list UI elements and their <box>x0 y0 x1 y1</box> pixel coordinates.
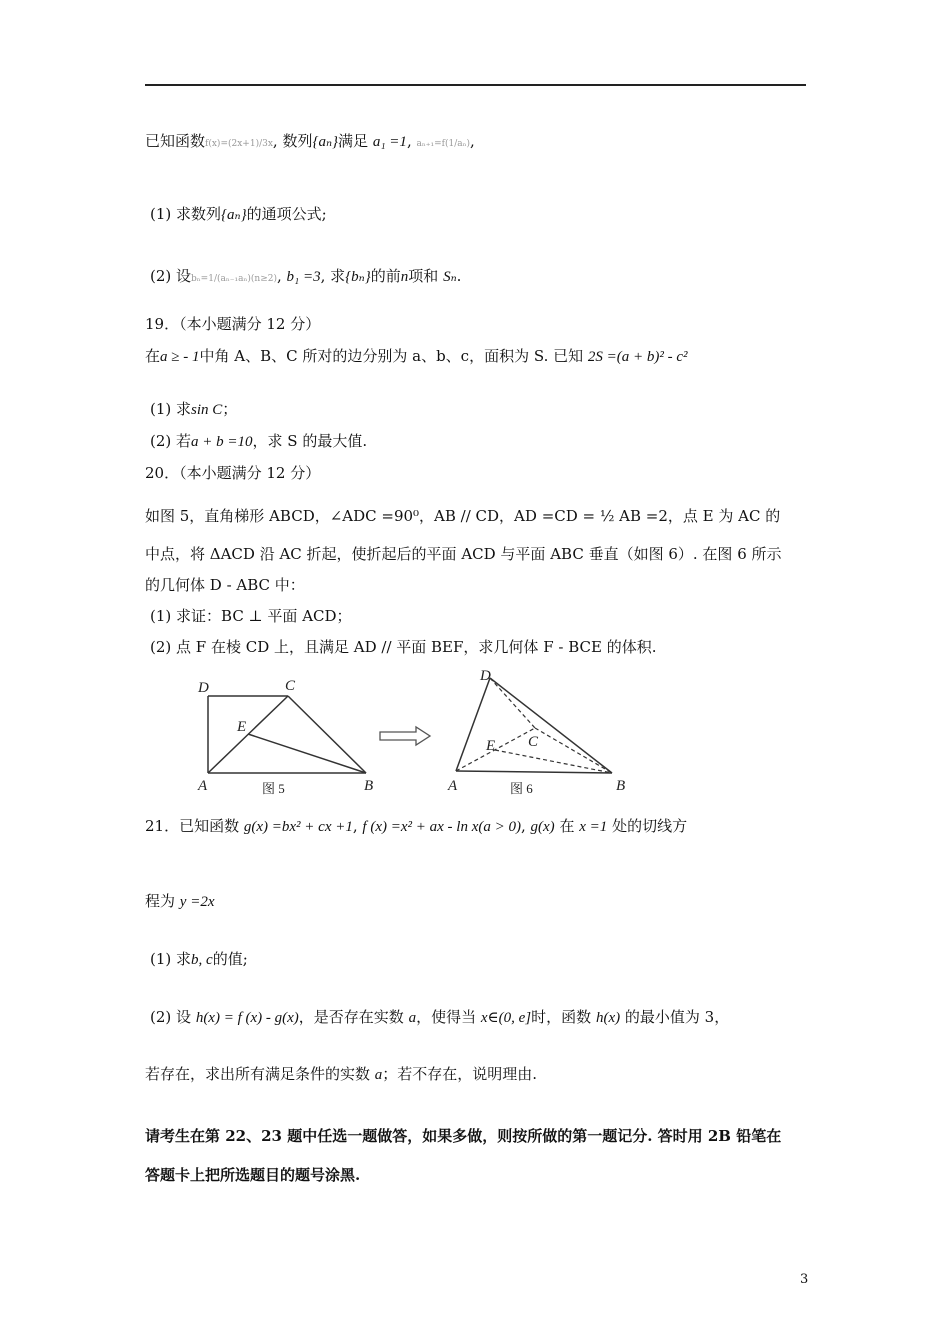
q18-p2-pre: (2) 设 <box>150 267 192 285</box>
q19-part2 <box>150 430 367 453</box>
fig6-edge-DC <box>490 678 535 728</box>
fig6-label-C: C <box>528 734 539 750</box>
fig5-label-B: B <box>364 778 374 794</box>
q21-part2 <box>150 1006 729 1029</box>
q21-line2 <box>145 890 214 913</box>
q21-l1-mid: 在 <box>559 817 575 835</box>
q21-p2-post: 的最小值为 3， <box>624 1008 730 1026</box>
q19-line1 <box>145 345 688 368</box>
q18-mid-text: , 数列 <box>272 132 313 150</box>
q21-h-def: h(x) = f (x) - g(x) <box>195 1010 299 1026</box>
q21-f-def: f (x) =x² + ax - ln x(a > 0) <box>362 819 521 835</box>
fig5-caption: 图 5 <box>262 781 285 796</box>
q19-p1-post: ； <box>222 400 238 418</box>
q21-p2-pre: (2) 设 <box>150 1008 192 1026</box>
fig5-label-C: C <box>285 678 296 694</box>
q19-p2-post: ，求 S 的最大值. <box>252 432 368 450</box>
q21-l1-post: 处的切线方 <box>612 817 688 835</box>
q18-p1-post: 的通项公式; <box>246 205 327 223</box>
q21-x-eq: x =1 <box>579 819 608 835</box>
q20-line3: 的几何体 D - ABC 中： <box>145 576 305 594</box>
q18-p2-end: . <box>456 267 462 285</box>
q18-a1: a₁ =1 <box>372 134 407 150</box>
q19-p2-pre: (2) 若 <box>150 432 192 450</box>
fig5-edge-EB <box>248 734 366 773</box>
q19-eq: 2S =(a + b)² - c² <box>587 349 688 365</box>
fig6-edge-AB <box>456 771 612 773</box>
q21-interval: x∈(0, e] <box>480 1010 532 1026</box>
fig6-edge-DB <box>490 678 612 773</box>
q21-hx: h(x) <box>595 1010 621 1026</box>
q18-recurrence: aₙ₊₁=f(1/aₙ) <box>416 139 471 149</box>
page-number: 3 <box>800 1272 809 1287</box>
q18-p1-pre: (1) 求数列 <box>150 205 222 223</box>
fig6-label-A: A <box>448 778 458 794</box>
top-rule <box>145 84 806 86</box>
q21-a-last: a <box>374 1067 383 1083</box>
figures-svg <box>190 668 650 803</box>
figure-6 <box>447 668 625 796</box>
q18-p2-mid: , 求 <box>320 267 346 285</box>
q18-seq-a: {aₙ} <box>312 134 339 150</box>
q18-b1: b₁ =3 <box>286 269 321 285</box>
fig6-edge-DA <box>456 678 490 771</box>
q20-figures <box>190 668 650 803</box>
transform-arrow-icon <box>380 727 430 745</box>
fig5-label-E: E <box>237 719 247 735</box>
q21-part1 <box>150 948 248 971</box>
q21-tangent: y =2x <box>179 894 215 910</box>
fig6-label-B: B <box>616 778 626 794</box>
q21-last-pre: 若存在，求出所有满足条件的实数 <box>145 1065 371 1083</box>
instructions-line2: 答题卡上把所选题目的题号涂黑. <box>145 1166 361 1184</box>
figure-5 <box>197 678 373 796</box>
fig5-label-D: D <box>198 680 209 696</box>
q18-p1-seq: {aₙ} <box>221 207 247 223</box>
q19-l1-mid: 中角 A、B、C 所对的边分别为 a、b、c，面积为 S. 已知 <box>199 347 584 365</box>
q18-p2-mid3: 项和 <box>408 267 439 285</box>
fig6-edge-CB <box>535 728 612 773</box>
q21-g-def: g(x) =bx² + cx +1 <box>243 819 353 835</box>
q21-a: a <box>408 1010 417 1026</box>
q19-heading: 19．（本小题满分 12 分） <box>145 315 321 333</box>
q19-sum: a + b =10 <box>191 434 253 450</box>
fig5-edge-CB <box>288 696 366 773</box>
q21-last-post: ；若不存在，说明理由. <box>382 1065 538 1083</box>
q20-line2: 中点，将 ΔACD 沿 AC 折起，使折起后的平面 ACD 与平面 ABC 垂直（如图 6）. 在图 6 所示 <box>145 545 782 563</box>
q21-l1-pre: 21．已知函数 <box>145 817 240 835</box>
q21-line-last <box>145 1063 537 1086</box>
q21-p2-mid2: ，使得当 <box>416 1008 477 1026</box>
q20-heading: 20．（本小题满分 12 分） <box>145 464 321 482</box>
q18-satisfy-text: 满足 <box>338 132 369 150</box>
q18-intro-text: 已知函数 <box>145 132 206 150</box>
q18-bn-formula: bₙ=1/(aₙ₋₁aₙ)(n≥2) <box>191 274 277 284</box>
fig5-label-A: A <box>198 778 208 794</box>
q21-g-at: g(x) <box>530 819 555 835</box>
q20-part2: (2) 点 F 在棱 CD 上，且满足 AD // 平面 BEF，求几何体 F - BCE 的体积. <box>150 638 657 656</box>
q21-p2-mid3: 时，函数 <box>531 1008 592 1026</box>
q18-p2-mid2: 的前 <box>370 267 401 285</box>
q21-l2-pre: 程为 <box>145 892 176 910</box>
fig6-label-E: E <box>486 738 496 754</box>
q19-sinC: sin C <box>191 402 223 418</box>
q18-seq-b: {bₙ} <box>345 269 371 285</box>
q21-p2-mid: ，是否存在实数 <box>298 1008 404 1026</box>
q18-Sn: Sₙ <box>443 269 457 285</box>
fig6-caption: 图 6 <box>510 781 533 796</box>
q21-p1-pre: (1) 求 <box>150 950 192 968</box>
fig6-label-D: D <box>480 668 491 684</box>
q18-intro-line: 已知函数f(x)=(2x+1)/3x, 数列{aₙ}满足 a₁ =1, aₙ₊₁=f(1/aₙ), <box>145 132 475 150</box>
instructions-line1: 请考生在第 22、23 题中任选一题做答，如果多做，则按所做的第一题记分. 答时用 2B 铅笔在 <box>145 1127 782 1145</box>
q21-line1: 21．已知函数 g(x) =bx² + cx +1, f (x) =x² + ax - ln x(a > 0), g(x) 在 x =1 处的切线方 <box>145 817 688 835</box>
q21-bc: b, c <box>191 952 213 968</box>
fig6-edge-EB <box>495 750 612 773</box>
q20-line1: 如图 5，直角梯形 ABCD，∠ADC =90⁰，AB // CD，AD =CD = ½ AB =2，点 E 为 AC 的 <box>145 507 781 525</box>
q19-cond: a ≥ - 1 <box>160 349 200 365</box>
q18-n: n <box>400 269 409 285</box>
q19-l1-pre: 在 <box>145 347 161 365</box>
q20-part1: (1) 求证：BC ⊥ 平面 ACD； <box>150 607 352 625</box>
q21-p1-post: 的值; <box>212 950 248 968</box>
q19-p1-pre: (1) 求 <box>150 400 192 418</box>
q19-part1 <box>150 398 237 421</box>
q18-part1 <box>150 203 327 226</box>
q18-f-formula: f(x)=(2x+1)/3x <box>205 139 273 149</box>
q18-part2: (2) 设bₙ=1/(aₙ₋₁aₙ)(n≥2), b₁ =3, 求{bₙ}的前n项和 Sₙ. <box>150 267 462 285</box>
